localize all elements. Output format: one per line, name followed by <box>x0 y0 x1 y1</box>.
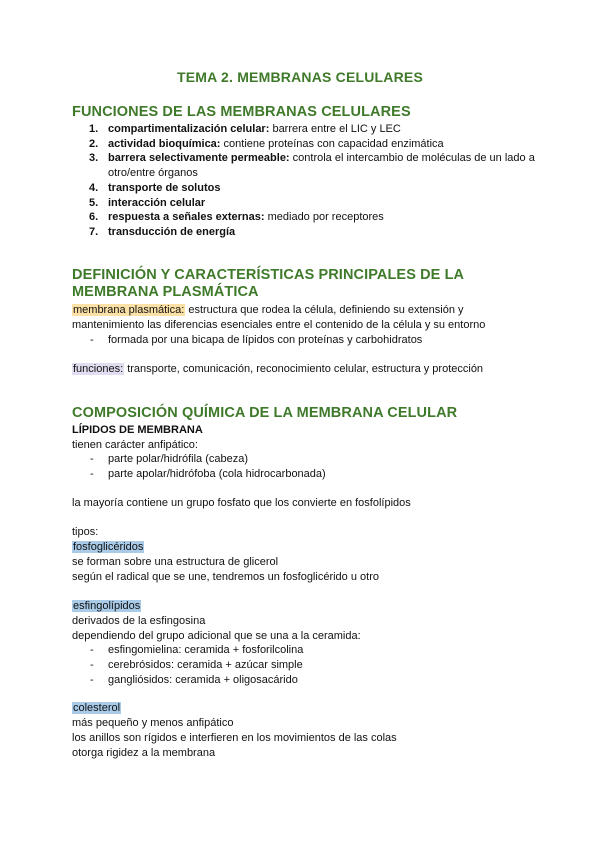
funciones-list-item <box>72 151 544 180</box>
funciones-list-item <box>72 181 544 196</box>
funciones-list-item <box>72 196 544 211</box>
list-item-text: formada por una bicapa de lípidos con proteínas y carbohidratos <box>108 334 423 346</box>
list-item <box>90 333 422 348</box>
list-item <box>90 643 303 658</box>
list-term: barrera selectivamente permeable: <box>108 152 290 165</box>
list-description: contiene proteínas con capacidad enzimática <box>220 137 444 150</box>
funciones-text: transporte, comunicación, reconocimiento celular, estructura y protección <box>124 363 484 375</box>
list-term: transporte de solutos <box>108 181 221 194</box>
list-description: mediado por receptores <box>264 211 384 224</box>
highlight-colesterol: colesterol <box>73 702 121 714</box>
list-number: 2. <box>89 137 99 150</box>
list-item-text: esfingomielina: ceramida + fosforilcolina <box>108 644 304 656</box>
dash-bullet: - <box>90 453 94 465</box>
list-item <box>90 452 248 467</box>
subheading-lipidos: LÍPIDOS DE MEMBRANA <box>72 424 203 436</box>
list-number: 5. <box>89 196 99 209</box>
esfingolipidos-line <box>72 599 141 614</box>
section-heading-composicion: COMPOSICIÓN QUÍMICA DE LA MEMBRANA CELULAR <box>72 405 458 421</box>
dash-bullet: - <box>90 659 94 671</box>
colesterol-line-3: otorga rigidez a la membrana <box>72 747 216 759</box>
highlight-funciones: funciones: <box>73 363 124 375</box>
fosfo-line-2: según el radical que se une, tendremos un fosfoglicérido u otro <box>72 571 379 583</box>
list-number: 7. <box>89 225 99 238</box>
funciones-list-item <box>72 225 544 240</box>
anfipatico-line: tienen carácter anfipático: <box>72 439 198 451</box>
dash-bullet: - <box>90 334 94 346</box>
fosfo-line-1: se forman sobre una estructura de glicerol <box>72 556 279 568</box>
esfingo-line-2: dependiendo del grupo adicional que se una a la ceramida: <box>72 630 361 642</box>
funciones-list <box>72 122 544 240</box>
section-heading-funciones: FUNCIONES DE LAS MEMBRANAS CELULARES <box>72 104 411 120</box>
list-description: controla el intercambio de moléculas de un lado a otro/entre órganos <box>108 152 535 180</box>
list-description: barrera entre el LIC y LEC <box>269 123 401 135</box>
list-item-text: cerebrósidos: ceramida + azúcar simple <box>108 659 303 671</box>
fosfogliceridos-line <box>72 540 144 555</box>
list-number: 3. <box>89 152 99 165</box>
definition-text-1: estructura que rodea la célula, definiendo su extensión y <box>185 304 464 316</box>
highlight-esfingolipidos: esfingolípidos <box>73 600 141 612</box>
highlight-fosfogliceridos: fosfoglicéridos <box>73 541 144 553</box>
dash-bullet: - <box>90 468 94 480</box>
list-term: transducción de energía <box>108 225 236 238</box>
funciones-list-item <box>72 137 544 152</box>
list-term: interacción celular <box>108 196 206 209</box>
list-number: 6. <box>89 211 99 224</box>
section-heading-definicion: DEFINICIÓN Y CARACTERÍSTICAS PRINCIPALES DE LA MEMBRANA PLASMÁTICA <box>72 267 464 300</box>
colesterol-line-1: más pequeño y menos anfipático <box>72 717 234 729</box>
list-term: respuesta a señales externas: <box>108 211 265 224</box>
list-item <box>90 467 326 482</box>
list-term: actividad bioquímica: <box>108 137 221 150</box>
tipos-line: tipos: <box>72 526 99 538</box>
document-title: TEMA 2. MEMBRANAS CELULARES <box>177 69 423 85</box>
definition-line-2: mantenimiento las diferencias esenciales entre el contenido de la célula y su entorno <box>72 319 486 331</box>
highlight-membrana-plasmatica: membrana plasmática: <box>73 304 185 316</box>
list-item-text: gangliósidos: ceramida + oligosacárido <box>108 674 298 686</box>
list-item <box>90 673 298 688</box>
list-number: 1. <box>89 123 99 135</box>
fosfato-line: la mayoría contiene un grupo fosfato que los convierte en fosfolípidos <box>72 497 411 509</box>
funciones-list-item <box>72 122 544 137</box>
colesterol-line-2: los anillos son rígidos e interfieren en los movimientos de las colas <box>72 732 397 744</box>
dash-bullet: - <box>90 674 94 686</box>
definition-line-1 <box>72 303 464 318</box>
colesterol-line <box>72 701 121 716</box>
list-number: 4. <box>89 181 99 194</box>
funciones-line <box>72 362 483 377</box>
funciones-list-item <box>72 210 544 225</box>
list-item <box>90 658 303 673</box>
esfingo-line-1: derivados de la esfingosina <box>72 615 206 627</box>
list-term: compartimentalización celular: <box>108 123 270 135</box>
list-item-text: parte polar/hidrófila (cabeza) <box>108 453 249 465</box>
list-item-text: parte apolar/hidrófoba (cola hidrocarbonada) <box>108 468 326 480</box>
dash-bullet: - <box>90 644 94 656</box>
